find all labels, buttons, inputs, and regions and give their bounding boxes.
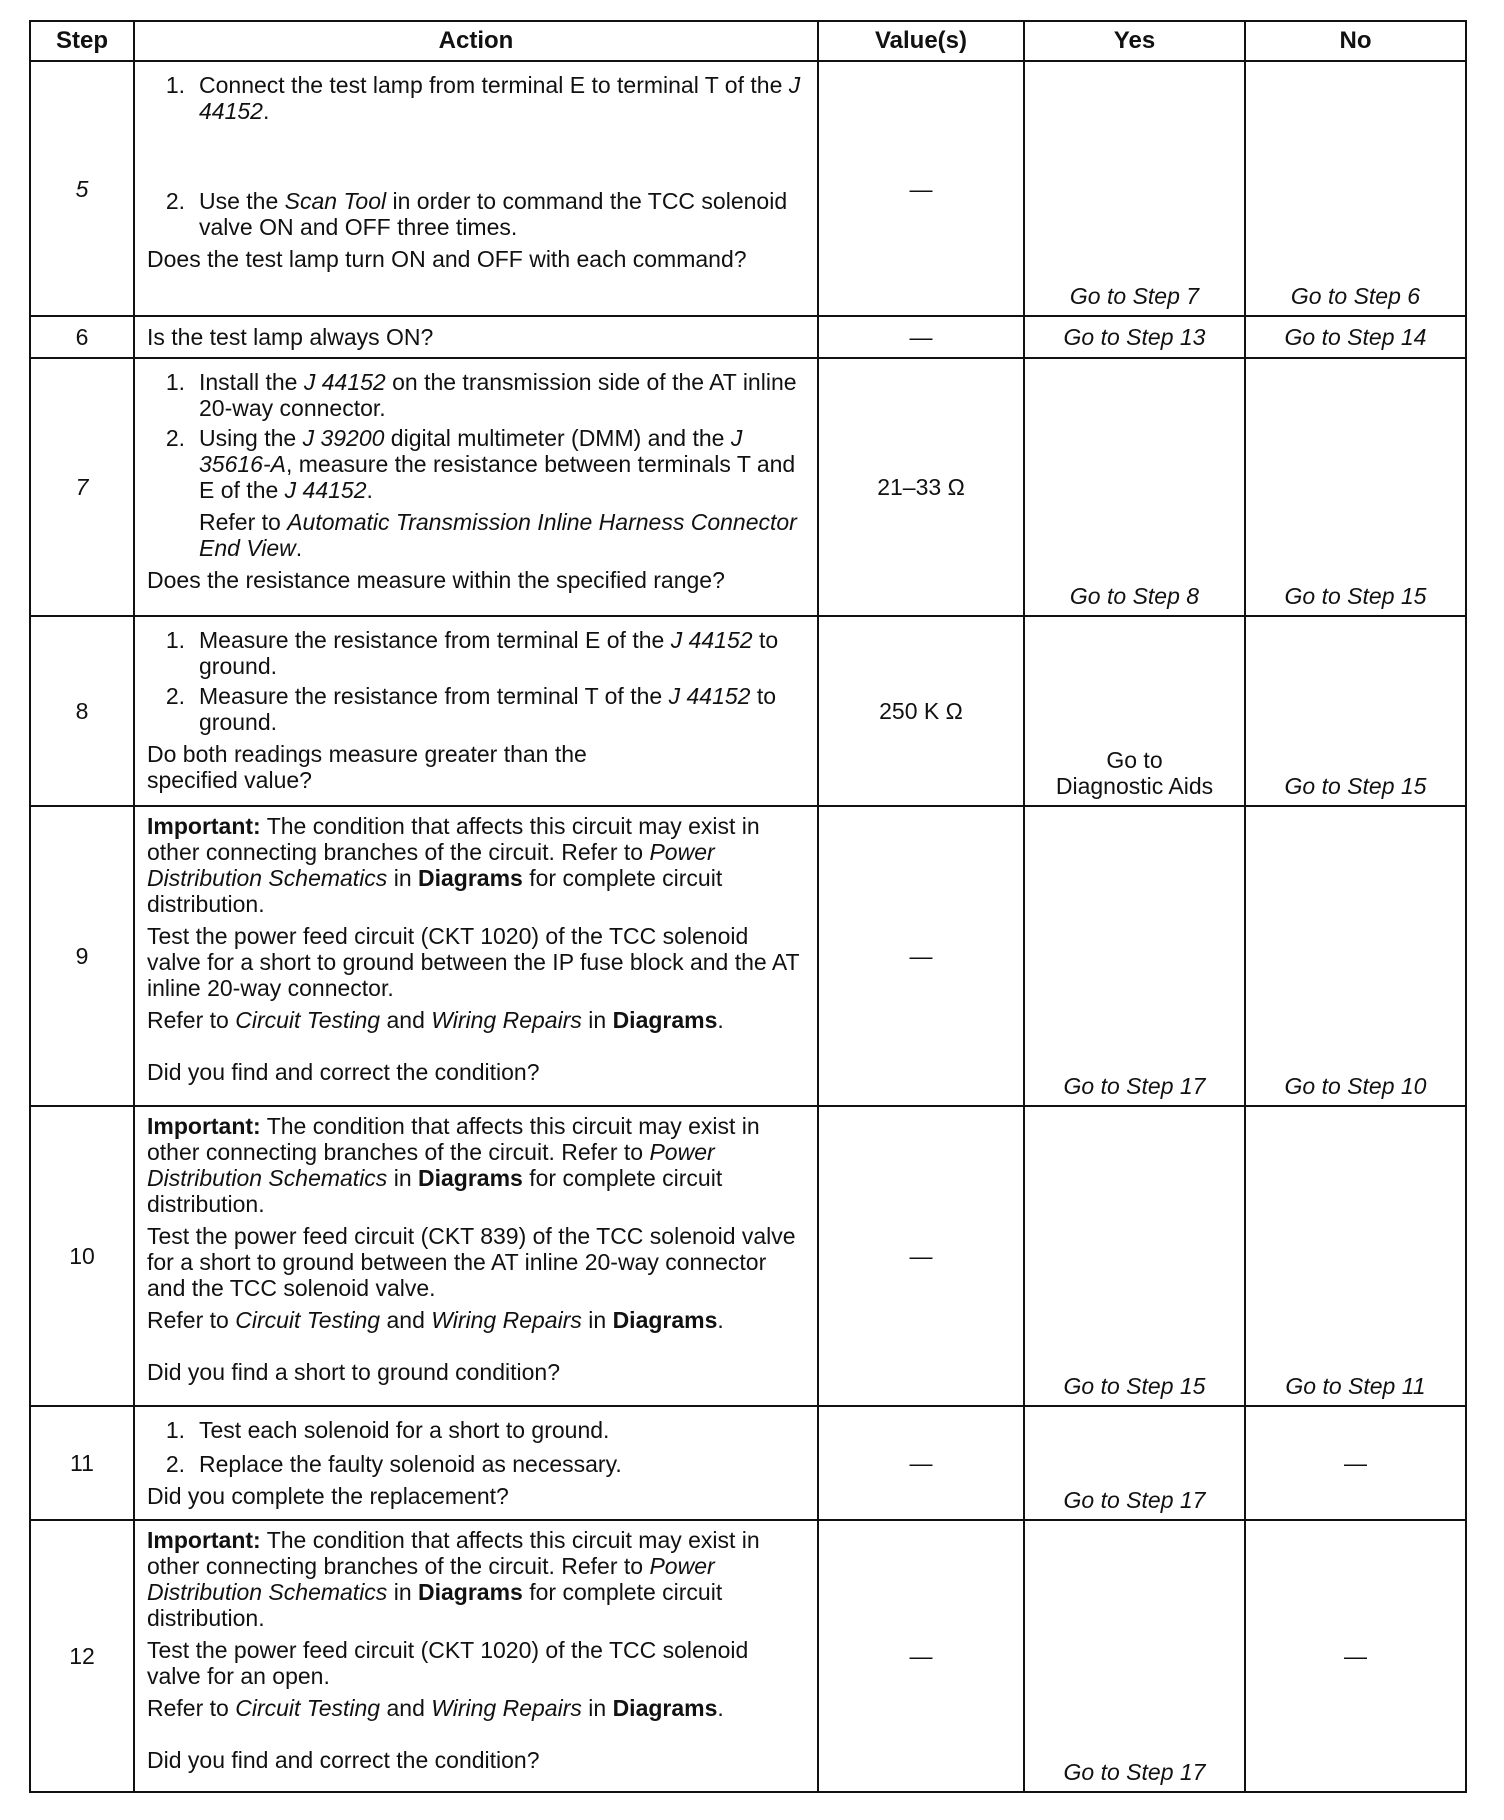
yes-cell: Go to Step 17 xyxy=(1024,1520,1245,1792)
value-cell: — xyxy=(818,61,1024,316)
question-text: Did you find a short to ground condition? xyxy=(147,1359,560,1385)
step-number: 5 xyxy=(30,61,134,316)
refer-text: Refer to Automatic Transmission Inline Harness Connector End View. xyxy=(199,509,797,561)
question-text: Is the test lamp always ON? xyxy=(147,324,434,350)
question-text: Do both readings measure greater than the specified value? xyxy=(147,741,587,793)
refer-text: Refer to Circuit Testing and Wiring Repairs in Diagrams. xyxy=(147,1007,724,1033)
action-cell xyxy=(134,1106,818,1406)
yes-cell: Go to Diagnostic Aids xyxy=(1024,616,1245,806)
header-yes: Yes xyxy=(1024,21,1245,61)
action-cell xyxy=(134,61,818,316)
important-note: Important: The condition that affects this circuit may exist in other connecting branches of the circuit. Refer to Power Distribution Schematics in Diagrams for complete circuit distribution. xyxy=(147,1113,760,1217)
test-instruction: Test the power feed circuit (CKT 1020) of the TCC solenoid valve for an open. xyxy=(147,1637,749,1689)
step-number: 9 xyxy=(30,806,134,1106)
diagnostic-table xyxy=(29,20,1467,1793)
list-item: 1. Install the J 44152 on the transmission side of the AT inline 20-way connector. xyxy=(165,369,797,421)
table-row-step-9 xyxy=(30,806,1466,1106)
table-row-step-8 xyxy=(30,616,1466,806)
no-cell: Go to Step 11 xyxy=(1245,1106,1466,1406)
step-number: 12 xyxy=(30,1520,134,1792)
table-row-step-6 xyxy=(30,316,1466,358)
step-number: 6 xyxy=(30,316,134,358)
refer-text: Refer to Circuit Testing and Wiring Repairs in Diagrams. xyxy=(147,1307,724,1333)
list-item: 2. Use the Scan Tool in order to command the TCC solenoid valve ON and OFF three times. xyxy=(165,188,788,240)
no-cell: Go to Step 6 xyxy=(1245,61,1466,316)
important-note: Important: The condition that affects this circuit may exist in other connecting branches of the circuit. Refer to Power Distribution Schematics in Diagrams for complete circuit distribution. xyxy=(147,813,760,917)
action-cell xyxy=(134,806,818,1106)
value-cell: — xyxy=(818,1520,1024,1792)
question-text: Did you complete the replacement? xyxy=(147,1483,509,1509)
table-row-step-5 xyxy=(30,61,1466,316)
no-cell: — xyxy=(1245,1520,1466,1792)
list-item: 1. Connect the test lamp from terminal E to terminal T of the J 44152. xyxy=(165,72,801,124)
step-number: 8 xyxy=(30,616,134,806)
yes-cell: Go to Step 8 xyxy=(1024,358,1245,616)
table-row-step-12 xyxy=(30,1520,1466,1792)
action-cell xyxy=(134,1406,818,1520)
question-text: Does the test lamp turn ON and OFF with each command? xyxy=(147,246,747,272)
question-text: Does the resistance measure within the specified range? xyxy=(147,567,725,593)
no-cell: — xyxy=(1245,1406,1466,1520)
list-item: 1. Test each solenoid for a short to ground. xyxy=(165,1417,610,1443)
important-note: Important: The condition that affects this circuit may exist in other connecting branches of the circuit. Refer to Power Distribution Schematics in Diagrams for complete circuit distribution. xyxy=(147,1527,760,1631)
value-cell: — xyxy=(818,1106,1024,1406)
value-cell: 250 K Ω xyxy=(818,616,1024,806)
header-step: Step xyxy=(30,21,134,61)
step-number: 11 xyxy=(30,1406,134,1520)
yes-cell: Go to Step 17 xyxy=(1024,806,1245,1106)
no-cell: Go to Step 14 xyxy=(1245,316,1466,358)
list-item: 2. Using the J 39200 digital multimeter (DMM) and the J 35616-A, measure the resistance between terminals T and E of the J 44152. xyxy=(165,425,796,503)
yes-cell: Go to Step 7 xyxy=(1024,61,1245,316)
table-row-step-7 xyxy=(30,358,1466,616)
action-cell xyxy=(134,616,818,806)
list-item: 2. Measure the resistance from terminal T of the J 44152 to ground. xyxy=(165,683,777,735)
header-values: Value(s) xyxy=(818,21,1024,61)
value-cell: — xyxy=(818,316,1024,358)
action-cell xyxy=(134,1520,818,1792)
header-row xyxy=(30,21,1466,61)
list-item: 1. Measure the resistance from terminal E of the J 44152 to ground. xyxy=(165,627,779,679)
table-row-step-11 xyxy=(30,1406,1466,1520)
action-cell xyxy=(134,358,818,616)
table-row-step-10 xyxy=(30,1106,1466,1406)
no-cell: Go to Step 15 xyxy=(1245,616,1466,806)
question-text: Did you find and correct the condition? xyxy=(147,1059,540,1085)
value-cell: — xyxy=(818,1406,1024,1520)
header-no: No xyxy=(1245,21,1466,61)
no-cell: Go to Step 10 xyxy=(1245,806,1466,1106)
test-instruction: Test the power feed circuit (CKT 839) of the TCC solenoid valve for a short to ground between the AT inline 20-way connector and the TCC solenoid valve. xyxy=(147,1223,796,1301)
yes-cell: Go to Step 15 xyxy=(1024,1106,1245,1406)
yes-cell: Go to Step 13 xyxy=(1024,316,1245,358)
value-cell: — xyxy=(818,806,1024,1106)
test-instruction: Test the power feed circuit (CKT 1020) of the TCC solenoid valve for a short to ground between the IP fuse block and the AT inline 20-way connector. xyxy=(147,923,800,1001)
header-action: Action xyxy=(134,21,818,61)
yes-cell: Go to Step 17 xyxy=(1024,1406,1245,1520)
value-cell: 21–33 Ω xyxy=(818,358,1024,616)
step-number: 10 xyxy=(30,1106,134,1406)
question-text: Did you find and correct the condition? xyxy=(147,1747,540,1773)
step-number: 7 xyxy=(30,358,134,616)
diagnostic-table-page xyxy=(29,20,1465,1793)
no-cell: Go to Step 15 xyxy=(1245,358,1466,616)
refer-text: Refer to Circuit Testing and Wiring Repairs in Diagrams. xyxy=(147,1695,724,1721)
list-item: 2. Replace the faulty solenoid as necessary. xyxy=(165,1451,622,1477)
action-cell xyxy=(134,316,818,358)
